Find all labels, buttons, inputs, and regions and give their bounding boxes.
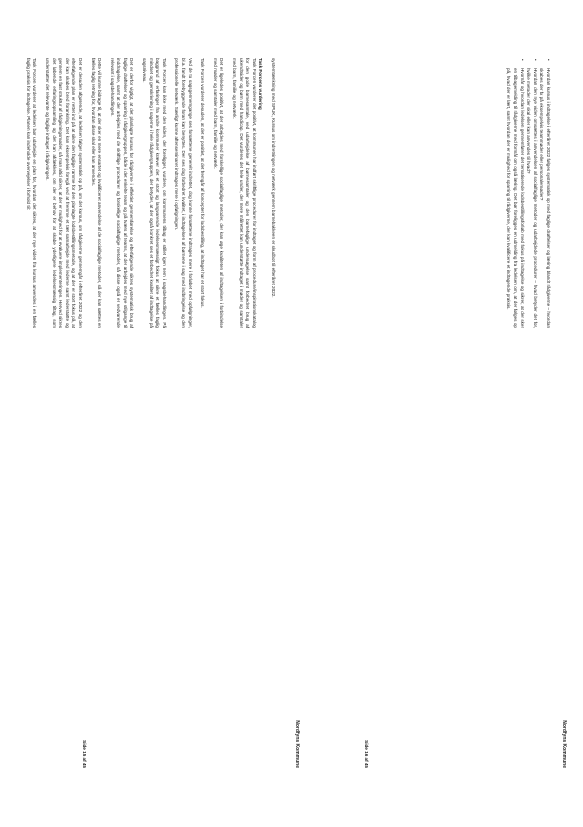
section	[230, 58, 263, 328]
page-header: Nordfyns Kommune	[294, 720, 300, 768]
paragraph: Task Forcen vurderer at ledelsen bør udarbejde en plan for, hvordan det sikres, at der nye viden fra kursus anvendes i en fælles faglig praksis for indtagelse. Planen kan indeholde overvejelser i forhold til:	[25, 58, 38, 328]
paragraph: Det er derfor vigtigt, at det planlagte kursus for rådgiverne i effektivt gennemførelse og efterfølgende sikres systematisk brug af faglige drøftelser og sparring i rådgivergruppen, både i det enkelte team og på tværs af teams, at der arbejdes med nye stilgange til inddragelse, samt at der arbejdes med de skriftlige procedurer og forskellige socialfaglige metoder, så disse også er vedvarende relevant i sagsbehandlingen.	[109, 58, 135, 328]
bullet-item: • Hvordan kursus i indtagelse i efteråret 2022 følges systematisk op med faglige drøftelser og læring blandt rådgiverne – hvordan skabes der fx på eksempelvis teammøder eller personalemøder?	[538, 68, 551, 328]
page-footer: Side 16 af 45	[363, 740, 369, 768]
paragraph: Ved de to sagsgennemgange ses forsættene generelt indrettet, dog kunne forsættene indtrages mere i forløbet med opfølgninger, bl.a. fandt forebyggende foran kan benyttes. Der ses dog forbedret kvalitet, i indtagelsen af børnene i sag med indbringelse og den professionelle netværk. Særligt kunne aftenseminaret indtrages mere i opfølgningen.	[174, 58, 193, 328]
page-header: Nordfyns Kommune	[561, 720, 567, 768]
paragraph: Det er desuden afgørende, at ledelsen følger systematisk op på, om det kursus, om rådgiverne gennemgår i efteråret 2022 og den efterfølgende plan er rettet ind på at sikre den faglige ramme for den planlagte lodsbestillingsmetode, og at der er stort fokus på, at der kan skabes bred forankring. Det kan eksempelvis foregå ved at fremme et tæt samarbejde med lederne samt lederstøtte og gennem en fast struktur af rådgivningsmøder, så man altid sikrer, at der er mulighed for at evaluere implementeringen. Herved sikres det løbende erfaringsopsamling og det kan afdækkes, om der er behov for at skabe yderligere ledelsesmæssig tiltag, som understøtter det relevante og faglige indtaget i rådgivningen.	[44, 58, 83, 328]
page-body	[505, 58, 551, 328]
paragraph: Dette vil kunne bidrage til, at der sker en mere ensartet og kvalificeret anvendelse af de socialfaglige metoder, så der kan sættes en fælles faglig retning for, hvordan disse skal eller kan anvendes.	[90, 58, 103, 328]
intro-paragraph: systemtænkning med SPUK, Kursus om indretningen og netværk gennem barnebakkeen er skudbot til efteråret 2022.	[271, 58, 276, 298]
page-body	[18, 58, 276, 328]
page-footer: Side 15 af 45	[81, 740, 87, 768]
page-16	[352, 58, 567, 788]
bullet-list	[505, 58, 551, 328]
paragraph: Det er ligeledes positivt, at der arbejdes med forskellige socialfaglige metoder, der kan øge kvaliteten af indtagelsen i forbindelse med møder og samtaler med barn, familie og netværk.	[212, 58, 225, 328]
paragraph: Task Forcen vurderer det positivt, at kommunen har indført skriftlige procedurer for indtaget og form af procedure/inspirationskatalog for den gode barnesamtale, ved udarbejdelse af børnesamtaler og den barnefaglige undersøgelse samt forbedret brug af ukendtsider og børn med handicap. Det vurderes det hele under, der mere målrettet kan understøtte indtaget i møder og samtaler med barn, familie og netværk.	[232, 58, 257, 328]
section-title: Task Forcens vurdering	[258, 58, 264, 110]
bullet-item: • Hvordan den nye viden omsættes i anvendelsen af socialfaglige metoder og udarbejdede procedurer – hvad betyder det for, hvilke metoder der skal eller kan anvendes til hvad?	[525, 68, 538, 328]
bullet-item: • Hvornår og hvordan ledelsen gennemfører det tematiserede lodsbestillingsforløb med fokus på indtagelse og sikrer, at der sker en tilbagemelding til rådgiverne med formål om også læring. Det bør foreligges en udmelding fra ledelsen om, at der følges op på, hvad der er lært, samt hvordan der er mulighed for sparring til rådgiverne, der kan kvalificere et indtagende praksis.	[505, 68, 525, 328]
paragraph: Task Forcen kan ikke med den viden, der foreligger, vurdere, om kommunens tilbag er stillet igen nem i sagsbehandlingen. På baggrund af erfaringer fra andre kommuner kræver det et stort og langvarende ledelsesmæssigt fokus at sikre et fælles faglig mindset og genskrivning i sagerne i hele rådgivergruppen, der betyder, at der også konkret ses et forbedret kvalitet af indtagelse på sagsniveau.	[142, 58, 167, 328]
paragraph: Task Forcen vurderer desuden, at det er positivt, at det fremgår af konceptet for lodsbestilling, at indtaget har et stort fokus.	[200, 58, 206, 308]
page-15	[25, 58, 300, 788]
